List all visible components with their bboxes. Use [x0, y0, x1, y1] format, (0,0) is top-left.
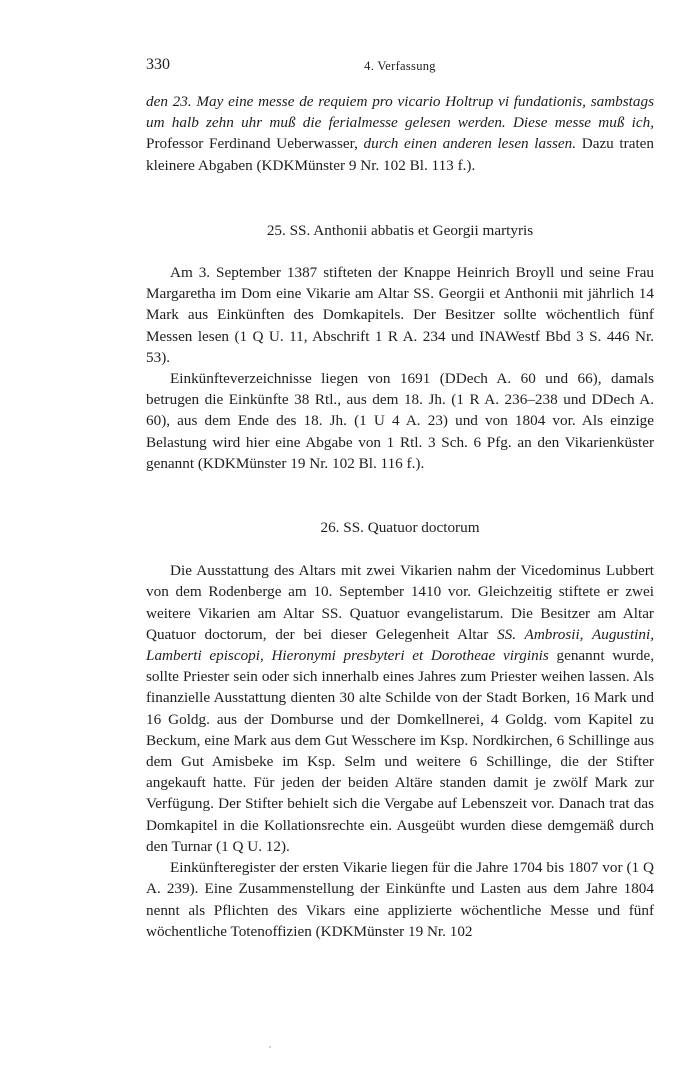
section-25-paragraph-1: Am 3. September 1387 stifteten der Knappe Heinrich Broyll und seine Frau Margaretha im Dom eine Vikarie am Altar SS. Georgii et Anthonii mit jährlich 14 Mark aus Einkünften des Domkapitels. Der Besitzer sollte wöchentlich fünf Messen lesen (1 Q U. 11, Abschrift 1 R A. 234 und INAWestf Bbd 3 S. 446 Nr. 53).	[146, 264, 654, 366]
section-26-paragraph-2: Einkünfteregister der ersten Vikarie liegen für die Jahre 1704 bis 1807 vor (1 Q A. 239). Eine Zusammenstellung der Einkünfte und Lasten aus dem Jahre 1804 nennt als Pflichten des Vikars eine applizierte wöchentliche Messe und fünf wöchentliche Totenoffizien (KDKMünster 19 Nr. 102	[146, 859, 654, 940]
section-heading-25: 25. SS. Anthonii abbatis et Georgii martyris	[266, 221, 534, 239]
scan-speck	[269, 1046, 271, 1048]
section-heading-26: 26. SS. Quatuor doctorum	[320, 519, 480, 537]
section-26-p1-italic-saints: SS. Ambrosii, Augustini, Lamberti episcopi, Hieronymi presbyteri et Dorotheae virginis	[146, 625, 654, 665]
intro-italic-quote: den 23. May eine messe de requiem pro vicario Holtrup vi fundationis, sambstags um halb zehn uhr muß die ferialmesse gelesen werden. Diese messe muß ich,	[146, 93, 654, 132]
intro-italic-phrase: durch einen anderen lesen lassen.	[363, 135, 577, 153]
section-26-paragraph-1	[146, 560, 654, 857]
section-26-p1-text-a: Die Ausstattung des Altars mit zwei Vikarien nahm der Vicedominus Lubbert von dem Rodenberge am 10. September 1410 vor. Gleichzeitig stiftete er zwei weitere Vikarien am Altar SS. Quatuor evangelistarum. Die Besitzer am Altar Quatuor doctorum, der bei dieser Gelegenheit Altar	[146, 562, 654, 643]
running-head: 4. Verfassung	[364, 59, 436, 73]
intro-paragraph	[146, 91, 654, 176]
intro-text-2: Dazu traten kleinere Abgaben (KDKMünster 9 Nr. 102 Bl. 113 f.).	[146, 135, 654, 174]
page-body	[146, 91, 654, 942]
page-header	[146, 56, 654, 78]
section-26-p1-text-b: genannt wurde, sollte Priester sein oder sich innerhalb eines Jahres zum Priester weihen lassen. Als finanzielle Ausstattung dienten 30 alte Schilde von der Stadt Borken, 16 Mark und 16 Goldg. aus der Domburse und der Domkellnerei, 4 Goldg. vom Kapitel zu Beckum, eine Mark aus dem Gut Wesschere im Ksp. Nordkirchen, 6 Schillinge aus dem Gut Amisbeke im Ksp. Selm und weitere 6 Schillinge, die der Stifter angekauft hatte. Für jeden der beiden Altäre standen damit je zwölf Mark zur Verfügung. Der Stifter behielt sich die Vergabe auf Lebenszeit vor. Danach trat das Domkapitel in die Kollationsrechte ein. Ausgeübt wurden diese demgemäß durch den Turnar (1 Q U. 12).	[146, 647, 654, 855]
section-25-paragraph-2: Einkünfteverzeichnisse liegen von 1691 (DDech A. 60 und 66), damals betrugen die Einkünfte 38 Rtl., aus dem 18. Jh. (1 R A. 236–238 und DDech A. 60), aus dem Ende des 18. Jh. (1 U 4 A. 23) und von 1804 vor. Als einzige Belastung wird hier eine Abgabe von 1 Rtl. 3 Sch. 6 Pfg. an den Vikarienküster genannt (KDKMünster 19 Nr. 102 Bl. 116 f.).	[146, 370, 654, 472]
page-number: 330	[146, 56, 170, 73]
intro-text-1: Professor Ferdinand Ueberwasser,	[146, 135, 364, 153]
